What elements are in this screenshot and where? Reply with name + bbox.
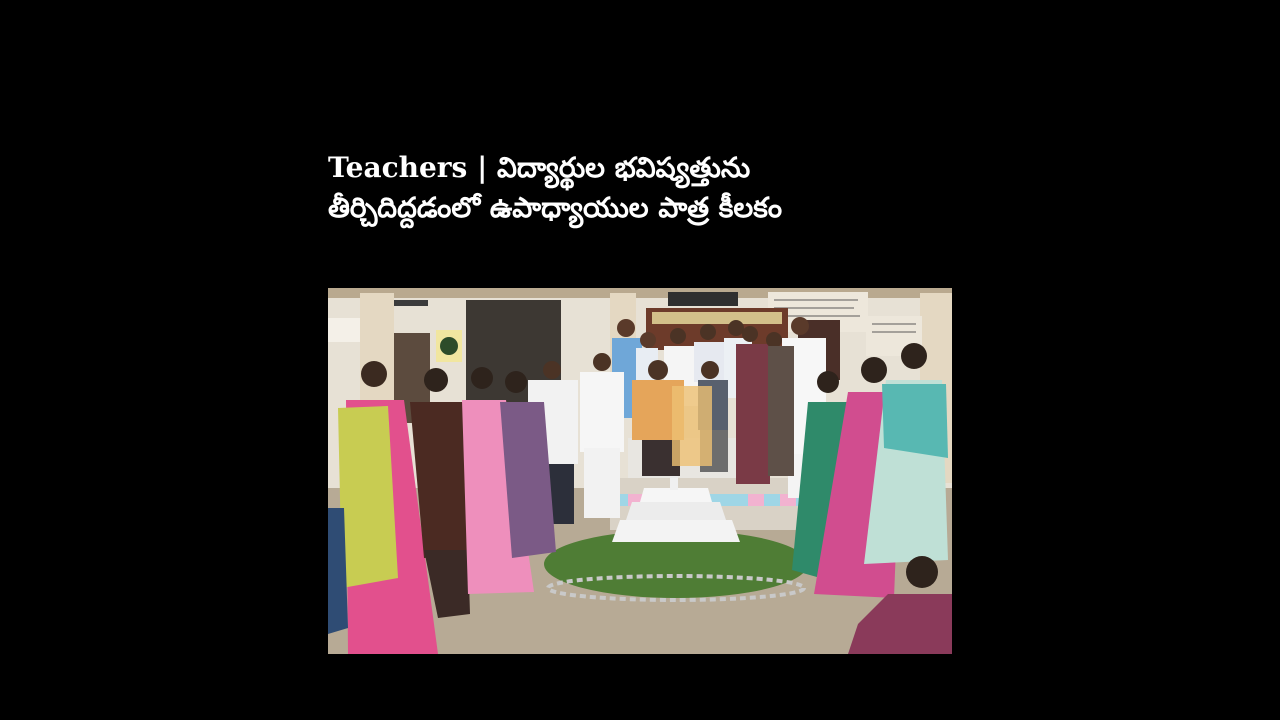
article-photo bbox=[328, 288, 952, 654]
fountain-base bbox=[612, 520, 740, 542]
article-headline: Teachers | విద్యార్థుల భవిష్యత్తును తీర్చిదిద్దడంలో ఉపాధ్యాయుల పాత్ర కీలకం bbox=[328, 151, 783, 224]
photo-illustration bbox=[328, 288, 952, 654]
